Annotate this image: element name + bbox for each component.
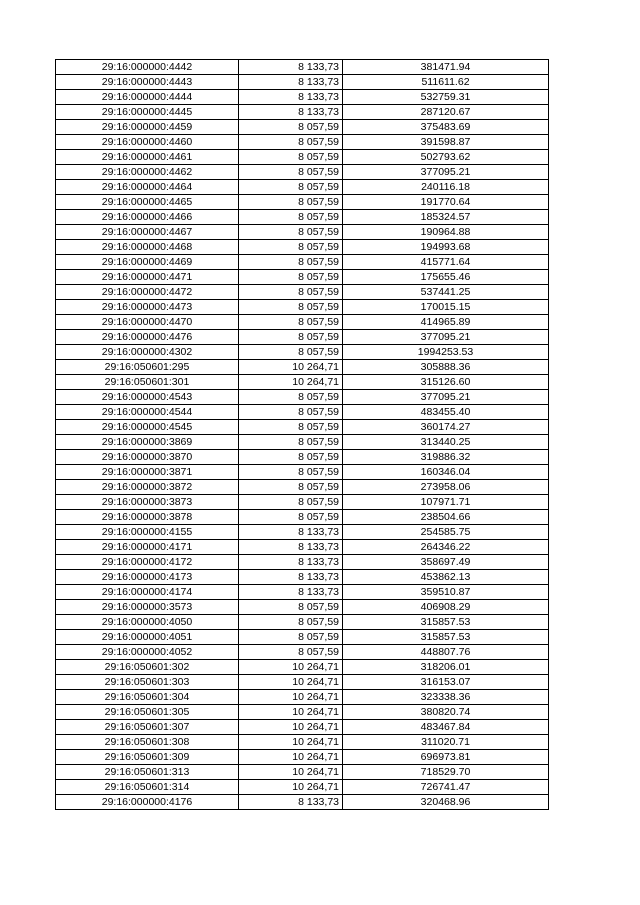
cadastral-number-cell: 29:16:000000:4176	[56, 795, 239, 810]
area-cell: 8 057,59	[239, 345, 343, 360]
area-cell: 8 057,59	[239, 150, 343, 165]
cadastral-number-cell: 29:16:000000:4052	[56, 645, 239, 660]
table-row	[56, 495, 549, 510]
value-cell: 380820.74	[343, 705, 549, 720]
area-cell: 8 057,59	[239, 495, 343, 510]
area-cell: 8 057,59	[239, 195, 343, 210]
area-cell: 8 057,59	[239, 450, 343, 465]
area-cell: 8 057,59	[239, 465, 343, 480]
area-cell: 10 264,71	[239, 720, 343, 735]
area-cell: 10 264,71	[239, 360, 343, 375]
area-cell: 8 133,73	[239, 555, 343, 570]
area-cell: 8 057,59	[239, 420, 343, 435]
cadastral-number-cell: 29:16:000000:3573	[56, 600, 239, 615]
cadastral-number-cell: 29:16:000000:4155	[56, 525, 239, 540]
value-cell: 305888.36	[343, 360, 549, 375]
area-cell: 8 133,73	[239, 570, 343, 585]
table-row	[56, 225, 549, 240]
cadastral-number-cell: 29:16:050601:304	[56, 690, 239, 705]
value-cell: 316153.07	[343, 675, 549, 690]
cadastral-number-cell: 29:16:050601:307	[56, 720, 239, 735]
table-row	[56, 135, 549, 150]
table-row	[56, 660, 549, 675]
value-cell: 1994253.53	[343, 345, 549, 360]
value-cell: 483467.84	[343, 720, 549, 735]
area-cell: 8 057,59	[239, 285, 343, 300]
table-row	[56, 90, 549, 105]
table-row	[56, 360, 549, 375]
area-cell: 8 057,59	[239, 210, 343, 225]
table-row	[56, 270, 549, 285]
table-row	[56, 465, 549, 480]
value-cell: 718529.70	[343, 765, 549, 780]
area-cell: 8 057,59	[239, 165, 343, 180]
table-row	[56, 60, 549, 75]
table-row	[56, 630, 549, 645]
value-cell: 318206.01	[343, 660, 549, 675]
value-cell: 315857.53	[343, 630, 549, 645]
area-cell: 8 057,59	[239, 630, 343, 645]
table-row	[56, 150, 549, 165]
table-row	[56, 480, 549, 495]
cadastral-number-cell: 29:16:000000:4461	[56, 150, 239, 165]
table-row	[56, 120, 549, 135]
cadastral-number-cell: 29:16:000000:4460	[56, 135, 239, 150]
area-cell: 8 133,73	[239, 90, 343, 105]
value-cell: 406908.29	[343, 600, 549, 615]
value-cell: 323338.36	[343, 690, 549, 705]
table-row	[56, 690, 549, 705]
area-cell: 8 057,59	[239, 135, 343, 150]
table-row	[56, 675, 549, 690]
cadastral-number-cell: 29:16:000000:4442	[56, 60, 239, 75]
area-cell: 8 057,59	[239, 435, 343, 450]
area-cell: 8 057,59	[239, 615, 343, 630]
value-cell: 264346.22	[343, 540, 549, 555]
value-cell: 377095.21	[343, 165, 549, 180]
value-cell: 160346.04	[343, 465, 549, 480]
table-row	[56, 795, 549, 810]
value-cell: 391598.87	[343, 135, 549, 150]
cadastral-number-cell: 29:16:000000:4468	[56, 240, 239, 255]
table-row	[56, 600, 549, 615]
value-cell: 696973.81	[343, 750, 549, 765]
area-cell: 8 133,73	[239, 795, 343, 810]
cadastral-number-cell: 29:16:000000:3871	[56, 465, 239, 480]
value-cell: 175655.46	[343, 270, 549, 285]
value-cell: 190964.88	[343, 225, 549, 240]
cadastral-number-cell: 29:16:000000:4444	[56, 90, 239, 105]
area-cell: 10 264,71	[239, 660, 343, 675]
value-cell: 194993.68	[343, 240, 549, 255]
table-row	[56, 195, 549, 210]
area-cell: 10 264,71	[239, 780, 343, 795]
area-cell: 8 133,73	[239, 105, 343, 120]
table-row	[56, 345, 549, 360]
value-cell: 273958.06	[343, 480, 549, 495]
table-row	[56, 525, 549, 540]
value-cell: 185324.57	[343, 210, 549, 225]
table-row	[56, 750, 549, 765]
value-cell: 315126.60	[343, 375, 549, 390]
area-cell: 8 057,59	[239, 180, 343, 195]
value-cell: 320468.96	[343, 795, 549, 810]
cadastral-number-cell: 29:16:000000:4465	[56, 195, 239, 210]
table-row	[56, 315, 549, 330]
area-cell: 10 264,71	[239, 750, 343, 765]
area-cell: 10 264,71	[239, 705, 343, 720]
value-cell: 191770.64	[343, 195, 549, 210]
cadastral-number-cell: 29:16:000000:4476	[56, 330, 239, 345]
area-cell: 10 264,71	[239, 375, 343, 390]
value-cell: 537441.25	[343, 285, 549, 300]
table-row	[56, 375, 549, 390]
table-row	[56, 105, 549, 120]
cadastral-number-cell: 29:16:000000:3869	[56, 435, 239, 450]
table-row	[56, 720, 549, 735]
cadastral-number-cell: 29:16:000000:4051	[56, 630, 239, 645]
table-row	[56, 510, 549, 525]
area-cell: 8 057,59	[239, 330, 343, 345]
value-cell: 254585.75	[343, 525, 549, 540]
table-body	[56, 60, 549, 810]
table-row	[56, 450, 549, 465]
area-cell: 8 057,59	[239, 315, 343, 330]
value-cell: 377095.21	[343, 390, 549, 405]
cadastral-number-cell: 29:16:000000:4445	[56, 105, 239, 120]
area-cell: 8 057,59	[239, 480, 343, 495]
table-row	[56, 285, 549, 300]
cadastral-number-cell: 29:16:050601:295	[56, 360, 239, 375]
value-cell: 170015.15	[343, 300, 549, 315]
area-cell: 8 057,59	[239, 270, 343, 285]
cadastral-number-cell: 29:16:000000:4173	[56, 570, 239, 585]
value-cell: 483455.40	[343, 405, 549, 420]
cadastral-number-cell: 29:16:000000:4471	[56, 270, 239, 285]
cadastral-number-cell: 29:16:000000:4470	[56, 315, 239, 330]
area-cell: 8 057,59	[239, 225, 343, 240]
data-table	[55, 59, 549, 810]
area-cell: 8 133,73	[239, 60, 343, 75]
table-row	[56, 390, 549, 405]
area-cell: 8 133,73	[239, 585, 343, 600]
cadastral-number-cell: 29:16:000000:4466	[56, 210, 239, 225]
cadastral-number-cell: 29:16:000000:4462	[56, 165, 239, 180]
table-row	[56, 435, 549, 450]
value-cell: 502793.62	[343, 150, 549, 165]
value-cell: 107971.71	[343, 495, 549, 510]
table-row	[56, 330, 549, 345]
area-cell: 10 264,71	[239, 690, 343, 705]
area-cell: 8 057,59	[239, 300, 343, 315]
table-row	[56, 555, 549, 570]
table-row	[56, 255, 549, 270]
area-cell: 8 057,59	[239, 240, 343, 255]
cadastral-number-cell: 29:16:000000:3878	[56, 510, 239, 525]
value-cell: 453862.13	[343, 570, 549, 585]
cadastral-number-cell: 29:16:050601:308	[56, 735, 239, 750]
table-row	[56, 615, 549, 630]
table-row	[56, 420, 549, 435]
area-cell: 8 133,73	[239, 525, 343, 540]
area-cell: 10 264,71	[239, 675, 343, 690]
value-cell: 511611.62	[343, 75, 549, 90]
value-cell: 359510.87	[343, 585, 549, 600]
table-row	[56, 165, 549, 180]
value-cell: 315857.53	[343, 615, 549, 630]
value-cell: 319886.32	[343, 450, 549, 465]
value-cell: 532759.31	[343, 90, 549, 105]
cadastral-number-cell: 29:16:000000:4472	[56, 285, 239, 300]
value-cell: 313440.25	[343, 435, 549, 450]
cadastral-number-cell: 29:16:050601:301	[56, 375, 239, 390]
table-row	[56, 405, 549, 420]
table-row	[56, 645, 549, 660]
cadastral-number-cell: 29:16:000000:3873	[56, 495, 239, 510]
cadastral-number-cell: 29:16:000000:4171	[56, 540, 239, 555]
cadastral-number-cell: 29:16:000000:4302	[56, 345, 239, 360]
cadastral-number-cell: 29:16:000000:3872	[56, 480, 239, 495]
value-cell: 311020.71	[343, 735, 549, 750]
value-cell: 726741.47	[343, 780, 549, 795]
cadastral-number-cell: 29:16:000000:4459	[56, 120, 239, 135]
value-cell: 287120.67	[343, 105, 549, 120]
value-cell: 238504.66	[343, 510, 549, 525]
cadastral-number-cell: 29:16:050601:314	[56, 780, 239, 795]
value-cell: 381471.94	[343, 60, 549, 75]
value-cell: 360174.27	[343, 420, 549, 435]
table-row	[56, 75, 549, 90]
area-cell: 8 057,59	[239, 510, 343, 525]
table-row	[56, 180, 549, 195]
cadastral-number-cell: 29:16:000000:4473	[56, 300, 239, 315]
value-cell: 414965.89	[343, 315, 549, 330]
table-row	[56, 540, 549, 555]
cadastral-number-cell: 29:16:000000:4050	[56, 615, 239, 630]
area-cell: 10 264,71	[239, 735, 343, 750]
area-cell: 8 057,59	[239, 120, 343, 135]
cadastral-number-cell: 29:16:000000:3870	[56, 450, 239, 465]
cadastral-number-cell: 29:16:050601:309	[56, 750, 239, 765]
area-cell: 8 057,59	[239, 255, 343, 270]
cadastral-number-cell: 29:16:000000:4469	[56, 255, 239, 270]
area-cell: 8 133,73	[239, 540, 343, 555]
cadastral-number-cell: 29:16:000000:4543	[56, 390, 239, 405]
value-cell: 358697.49	[343, 555, 549, 570]
area-cell: 8 057,59	[239, 600, 343, 615]
table-row	[56, 210, 549, 225]
cadastral-number-cell: 29:16:050601:305	[56, 705, 239, 720]
table-row	[56, 705, 549, 720]
table-row	[56, 780, 549, 795]
area-cell: 8 057,59	[239, 390, 343, 405]
cadastral-number-cell: 29:16:000000:4443	[56, 75, 239, 90]
value-cell: 415771.64	[343, 255, 549, 270]
cadastral-number-cell: 29:16:050601:303	[56, 675, 239, 690]
cadastral-number-cell: 29:16:000000:4464	[56, 180, 239, 195]
area-cell: 8 057,59	[239, 645, 343, 660]
area-cell: 10 264,71	[239, 765, 343, 780]
table-row	[56, 300, 549, 315]
table-row	[56, 765, 549, 780]
area-cell: 8 057,59	[239, 405, 343, 420]
cadastral-number-cell: 29:16:050601:313	[56, 765, 239, 780]
table-row	[56, 240, 549, 255]
cadastral-number-cell: 29:16:000000:4174	[56, 585, 239, 600]
value-cell: 448807.76	[343, 645, 549, 660]
cadastral-number-cell: 29:16:000000:4172	[56, 555, 239, 570]
value-cell: 377095.21	[343, 330, 549, 345]
cadastral-number-cell: 29:16:050601:302	[56, 660, 239, 675]
value-cell: 240116.18	[343, 180, 549, 195]
table-row	[56, 570, 549, 585]
value-cell: 375483.69	[343, 120, 549, 135]
cadastral-number-cell: 29:16:000000:4545	[56, 420, 239, 435]
area-cell: 8 133,73	[239, 75, 343, 90]
cadastral-number-cell: 29:16:000000:4467	[56, 225, 239, 240]
cadastral-number-cell: 29:16:000000:4544	[56, 405, 239, 420]
table-row	[56, 735, 549, 750]
table-row	[56, 585, 549, 600]
